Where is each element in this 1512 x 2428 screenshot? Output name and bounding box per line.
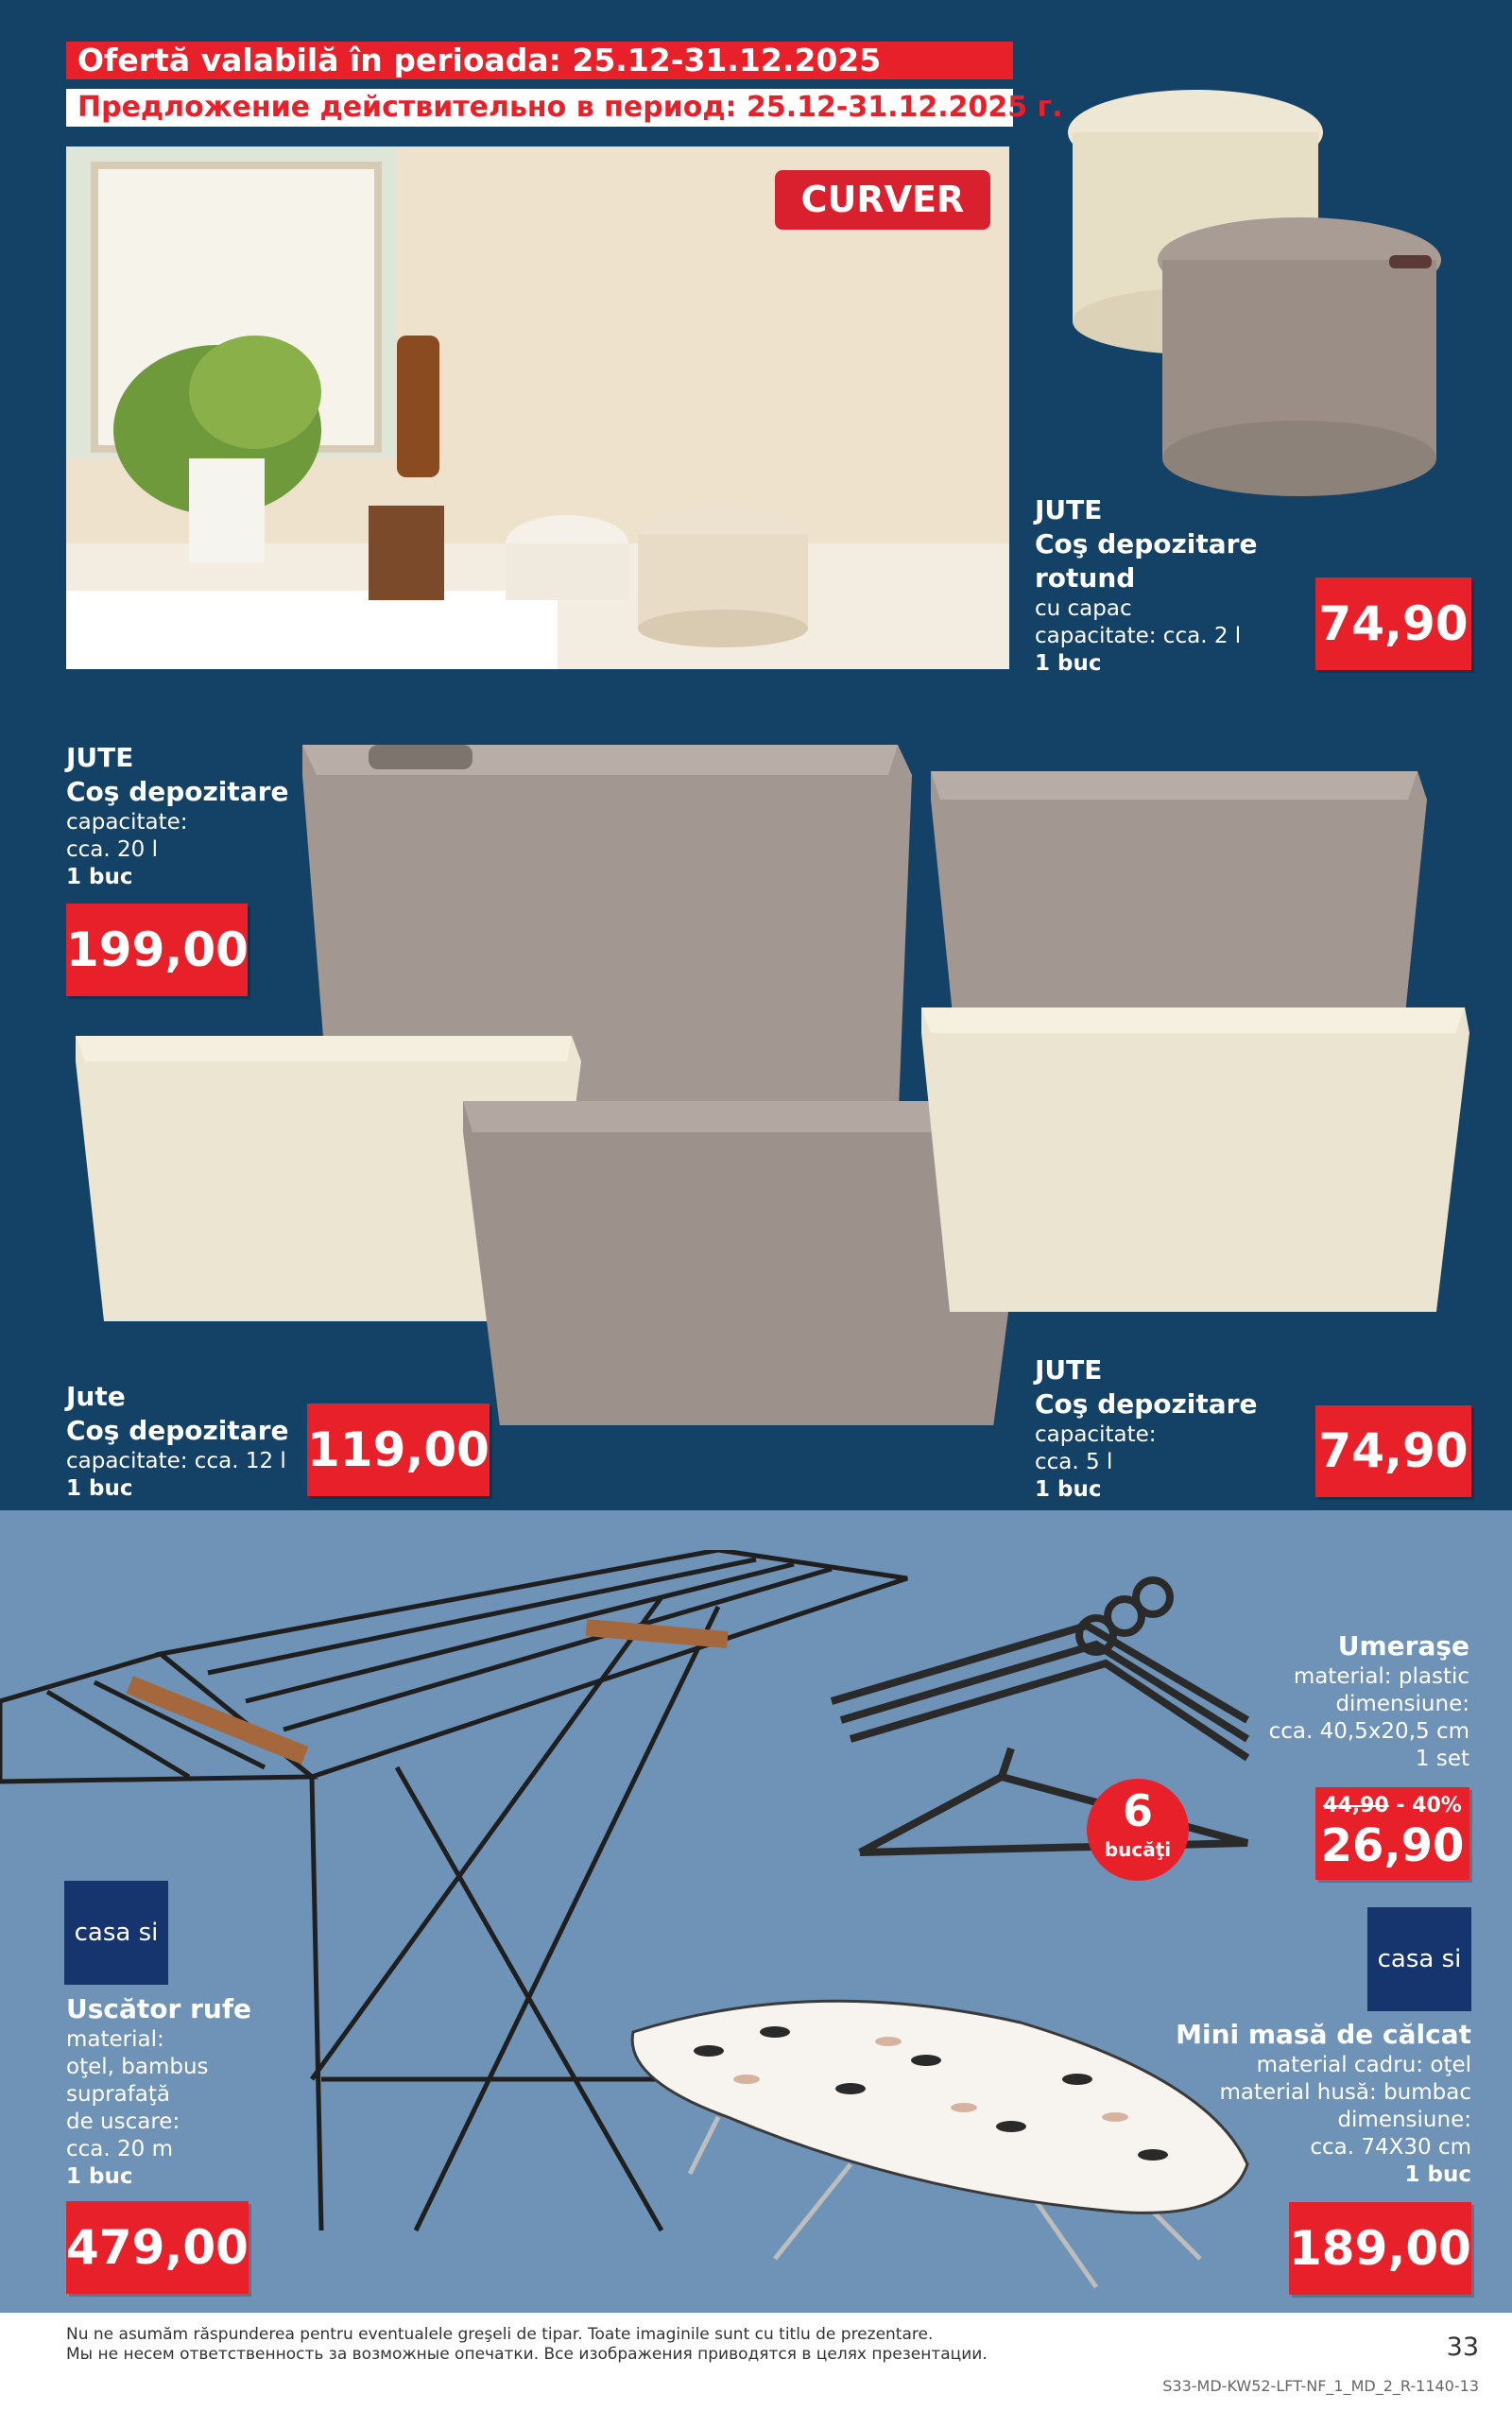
basket-20-brand: JUTE (66, 742, 134, 773)
hangers-old-price-line (1315, 1787, 1469, 1819)
basket-20-name: Coş depozitare (66, 776, 289, 807)
page-number: 33 (1446, 2333, 1479, 2362)
dryer-desc3: suprafaţă (66, 2082, 171, 2107)
basket-20-price: 199,00 (66, 904, 248, 996)
dryer-desc2: oţel, bambus (66, 2055, 209, 2079)
hangers-desc1: material: plastic (1293, 1664, 1469, 1689)
casa-si-logo-ironing: casa si (1367, 1907, 1471, 2011)
dryer-desc4: de uscare: (66, 2109, 180, 2134)
hangers-name: Umeraşe (1337, 1630, 1469, 1662)
hangers-old-price: 44,90 (1323, 1794, 1389, 1817)
basket-12-qty: 1 buc (66, 1476, 133, 1501)
dryer-desc1: material: (66, 2027, 164, 2052)
page-code: S33-MD-KW52-LFT-NF_1_MD_2_R-1140-13 (1162, 2377, 1479, 2395)
basket-5-desc2: cca. 5 l (1035, 1450, 1113, 1474)
dryer-info (66, 1992, 312, 2191)
round-basket-qty: 1 buc (1035, 651, 1102, 676)
hangers-price-box (1315, 1787, 1469, 1880)
dryer-desc5: cca. 20 m (66, 2137, 173, 2161)
dryer-qty: 1 buc (66, 2164, 133, 2189)
hangers-desc3: cca. 40,5x20,5 cm (1268, 1719, 1469, 1744)
offer-banner-ru: Предложение действительно в период: 25.12-31.12.2025 г. (66, 89, 1013, 127)
hangers-desc2: dimensiune: (1335, 1692, 1469, 1716)
ironing-info (1106, 2018, 1471, 2189)
basket-12-name: Coş depozitare (66, 1415, 289, 1446)
ironing-desc4: cca. 74X30 cm (1310, 2135, 1471, 2160)
disclaimer-ru: Мы не несем ответственность за возможные опечатки. Все изображения приводятся в целях презентации. (66, 2345, 988, 2364)
basket-12-brand: Jute (66, 1381, 126, 1412)
lifestyle-photo (66, 146, 1009, 669)
basket-5-price: 74,90 (1315, 1405, 1471, 1497)
dryer-name: Uscător rufe (66, 1993, 251, 2024)
round-basket-desc2: capacitate: cca. 2 l (1035, 624, 1242, 648)
ironing-qty: 1 buc (1404, 2162, 1471, 2187)
basket-5-info (1035, 1353, 1280, 1504)
curver-logo: CURVER (775, 170, 990, 230)
hangers-discount: - 40% (1396, 1794, 1462, 1817)
basket-5-brand: JUTE (1035, 1354, 1103, 1386)
round-basket-info (1035, 493, 1280, 678)
basket-20-desc2: cca. 20 l (66, 837, 158, 862)
round-basket-name: Coş depozitare rotund (1035, 528, 1258, 594)
basket-20-desc1: capacitate: (66, 810, 188, 835)
ironing-name: Mini masă de călcat (1176, 2019, 1471, 2050)
round-basket-desc1: cu capac (1035, 596, 1132, 621)
basket-20-qty: 1 buc (66, 865, 133, 889)
hangers-badge-label: bucăţi (1104, 1838, 1172, 1861)
disclaimer-ro: Nu ne asumăm răspunderea pentru eventualele greşeli de tipar. Toate imaginile sunt cu titlu de prezentare. (66, 2325, 934, 2344)
hangers-price: 26,90 (1320, 1819, 1465, 1872)
hangers-info (1181, 1629, 1469, 1773)
round-basket-brand: JUTE (1035, 494, 1103, 525)
round-basket-image (1054, 85, 1460, 520)
basket-20-info (66, 741, 331, 891)
basket-12-price: 119,00 (307, 1403, 490, 1496)
basket-5-desc1: capacitate: (1035, 1422, 1157, 1447)
offer-banner-ro: Ofertă valabilă în perioada: 25.12-31.12.2025 (66, 42, 1013, 79)
ironing-desc3: dimensiune: (1337, 2108, 1471, 2132)
hangers-pieces-badge (1087, 1779, 1189, 1881)
hangers-qty: 1 set (1415, 1747, 1469, 1771)
basket-12-desc1: capacitate: cca. 12 l (66, 1449, 286, 1473)
basket-12-info (66, 1380, 331, 1503)
ironing-price: 189,00 (1289, 2202, 1471, 2295)
ironing-desc2: material husă: bumbac (1219, 2080, 1471, 2105)
casa-si-logo-dryer: casa si (64, 1881, 168, 1985)
basket-5-name: Coş depozitare (1035, 1388, 1258, 1420)
round-basket-price: 74,90 (1315, 577, 1471, 670)
hangers-badge-number: 6 (1122, 1785, 1153, 1836)
basket-5-qty: 1 buc (1035, 1477, 1102, 1502)
footer-disclaimer (66, 2325, 1153, 2365)
dryer-price: 479,00 (66, 2201, 249, 2294)
ironing-desc1: material cadru: oţel (1256, 2053, 1471, 2077)
